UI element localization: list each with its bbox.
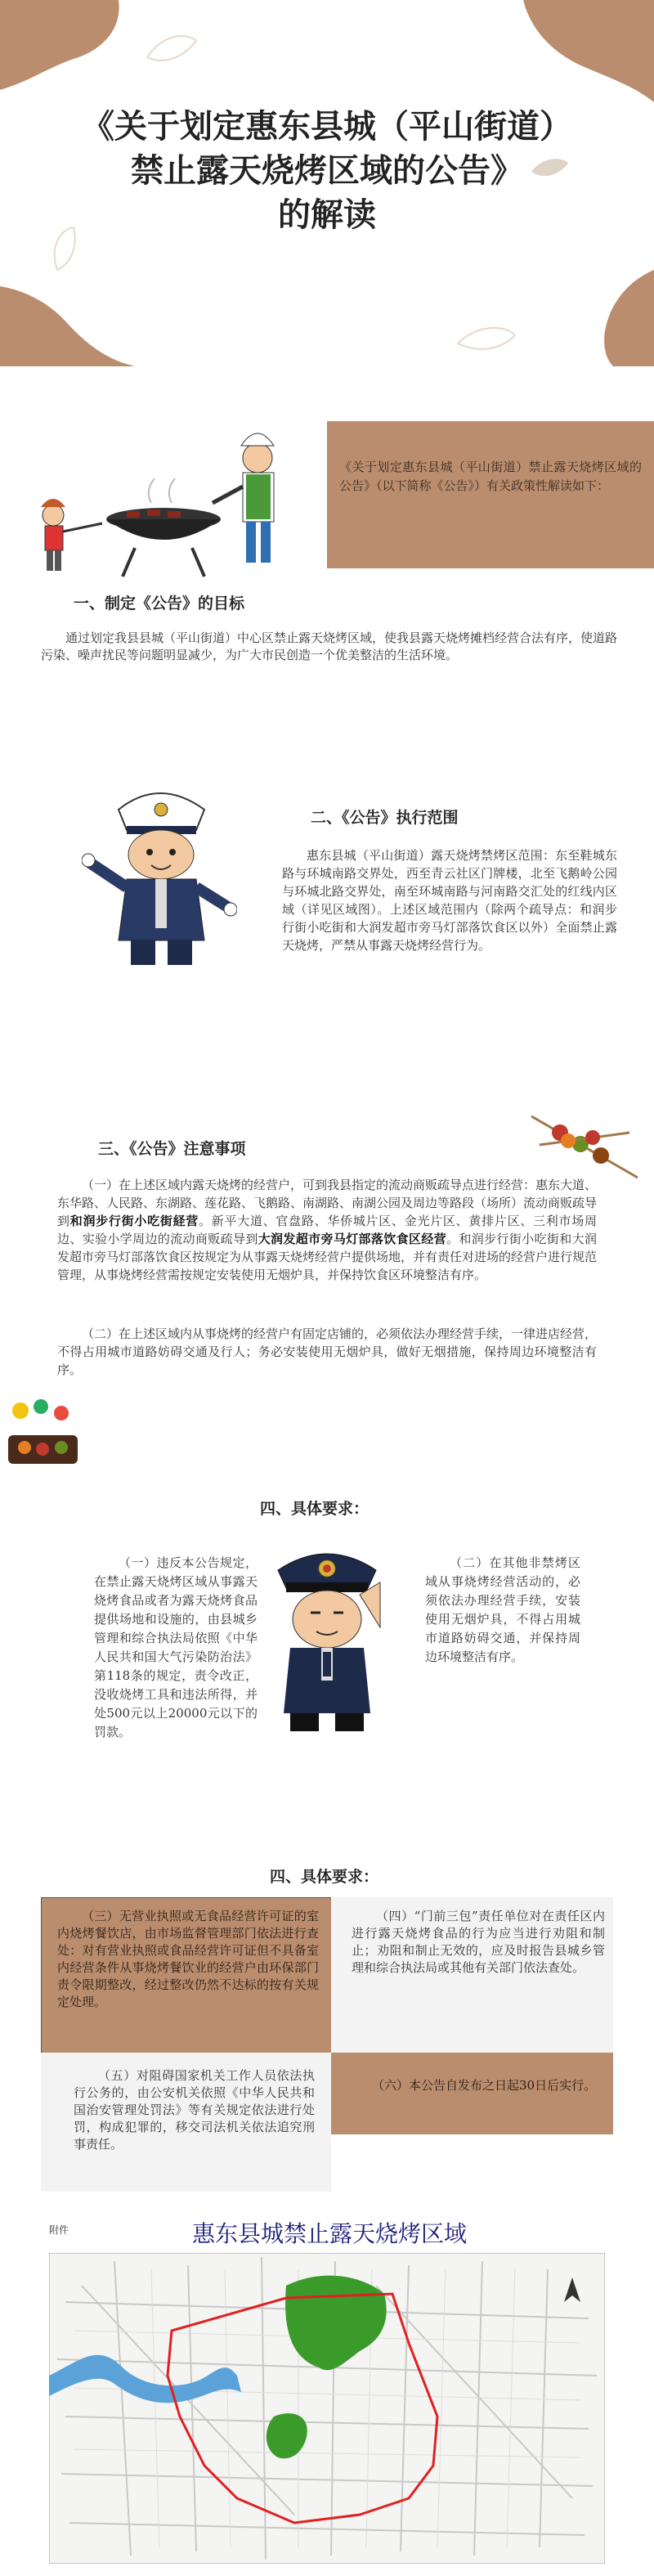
title-line-1: 《关于划定惠东县城（平山街道）: [82, 107, 572, 146]
intro-text: 《关于划定惠东县城（平山街道）禁止露天烧烤区域的公告》（以下简称《公告》）有关政策性解读如下：: [339, 460, 642, 493]
skewer-icon: [523, 1108, 646, 1186]
requirement-5-text: （五）对阻碍国家机关工作人员依法执行公务的，由公安机关依照《中华人民共和国治安管理处罚法》等有关规定依法进行处罚，构成犯罪的，移交司法机关依法追究刑事责任。: [74, 2068, 315, 2152]
section3-p1-text-c: 。新平大道、官盘路、华侨城片区、金光片区、黄排片区、三利市场周边、实验小学周边的流动商贩疏导到: [57, 1214, 597, 1246]
grill-icon: [106, 478, 221, 577]
food-tray-icon: [4, 1390, 82, 1468]
section4b-heading: 四、具体要求：: [270, 1868, 379, 1886]
requirement-3-text: （三）无营业执照或无食品经营许可证的室内烧烤餐饮店，由市场监督管理部门依法进行查处：对有营业执照或食品经营许可证但不具备室内经营条件从事烧烤餐饮业的经营户由环保部门责令限期整改，经过整改仍然不达标的按有关规定处理。: [57, 1909, 319, 2009]
bottom-right-blob: [604, 270, 654, 366]
map-title: 惠东县城禁止露天烧烤区域: [192, 2220, 468, 2247]
requirement-6-text: （六）本公告自发布之日起30日后实行。: [372, 2078, 597, 2093]
section1-heading: 一、制定《公告》的目标: [74, 595, 245, 613]
section2-text: 惠东县城（平山街道）露天烧烤禁烤区范围：东至鞋城东路与环城南路交界处，西至青云社区门牌楼，北至飞鹅岭公园与环城北路交界处，南至环城南路与河南路交汇处的红线内区域（详见区域图）。上述区域范围内（除两个疏导点：和润步行街小吃街和大润发超市旁马灯部落饮食区以外）全面禁止露天烧烤，严禁从事露天烧烤经营行为。: [282, 848, 617, 953]
requirement-2-text: （二）在其他非禁烤区域从事烧烤经营活动的，必须依法办理经营手续，安装使用无烟炉具，不得占用城市道路妨碍交通，并保持周边环境整洁有序。: [425, 1555, 580, 1664]
section3-paragraph-2: （二）在上述区域内从事烧烤的经营户有固定店铺的，必须依法办理经营手续，一律进店经营，不得占用城市道路妨碍交通及行人；务必安装使用无烟炉具，做好无烟措施，保持周边环境整洁有序。: [57, 1326, 598, 1377]
title-line-2: 禁止露天烧烤区域的公告》: [131, 151, 523, 190]
section2-heading: 二、《公告》执行范围: [311, 809, 459, 827]
child-figure: [41, 499, 102, 571]
requirement-4-text: （四）“门前三包”责任单位对在责任区内进行露天烧烤食品的行为应当进行劝阻和制止；劝阻和制止无效的，应及时报告县城乡管理和综合执法局或其他有关部门依法查处。: [352, 1909, 605, 1975]
section1-text: 通过划定我县县城（平山街道）中心区禁止露天烧烤区域，使我县露天烧烤摊档经营合法有序，使道路污染、噪声扰民等问题明显减少，为广大市民创造一个优美整洁的生活环境。: [41, 631, 618, 662]
title-line-3: 的解读: [278, 195, 376, 234]
chef-figure: [213, 433, 274, 563]
section3-heading: 三、《公告》注意事项: [98, 1140, 246, 1158]
requirement-1-text: （一）违反本公告规定，在禁止露天烧烤区域从事露天烧烤食品或者为露天烧烤食品提供场地和设施的，由县城乡管理和综合执法局依照《中华人民共和国大气污染防治法》第118条的规定，责令改正，没收烧烤工具和违法所得，并处500元以上20000元以下的罚款。: [94, 1555, 258, 1739]
section3-p1-emphasis-2: 大润发超市旁马灯部落饮食区经营: [258, 1232, 447, 1246]
police-cartoon: [82, 785, 237, 973]
attachment-label: 附件: [49, 2224, 69, 2236]
restricted-area-map: [49, 2253, 605, 2564]
section3-p1-text-d: 。和润步行街小吃街和大润发超市旁马灯部落饮食区按规定为从事露天烧烤经营户提供场地，并有责任对进场的经营户进行规范管理，从事烧烤经营需按规定安装使用无烟炉具，并保持饮食区环境整洁有序。: [57, 1232, 598, 1282]
top-left-blob: [0, 0, 119, 90]
bottom-left-blob: [0, 286, 135, 366]
bbq-chef-illustration: [29, 425, 331, 581]
section3-p1-text-a: （一）在上述区域内露天烧烤的经营户，可到我县指定的流动商贩疏导点进行经营：惠东大道、东华路、人民路、东湖路、莲花路、飞鹅路、南湖路、南湖公园及周边等路段（场所）流动商贩疏导到: [57, 1178, 598, 1228]
page-title: [49, 105, 605, 237]
section3-paragraph-1: [57, 1176, 597, 1284]
section3-p1-emphasis-1: 和润步行街小吃街経营: [69, 1214, 199, 1228]
top-right-blob: [523, 0, 654, 102]
section4a-heading: 四、具体要求：: [260, 1500, 370, 1518]
saluting-police-cartoon: [266, 1537, 388, 1734]
